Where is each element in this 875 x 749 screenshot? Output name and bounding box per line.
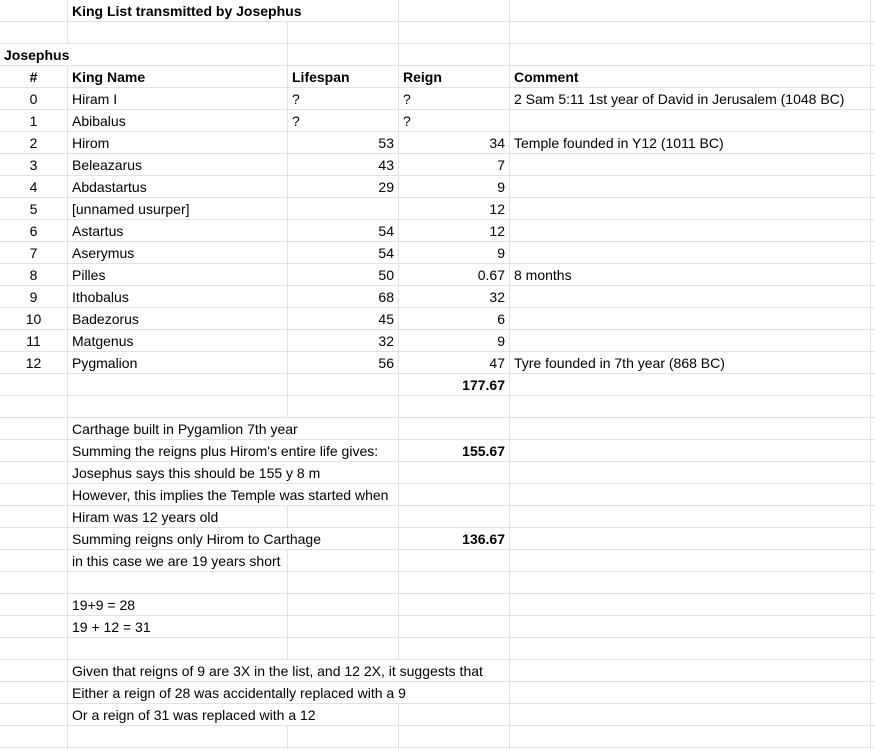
cell-b11[interactable]: Astartus: [68, 220, 288, 242]
sheet-row: [0, 132, 875, 154]
sheet-row: [0, 440, 875, 462]
empty-cell[interactable]: [871, 242, 875, 264]
cell-a10[interactable]: 5: [0, 198, 68, 220]
cell-b31[interactable]: Given that reigns of 9 are 3X in the list, and 12 2X, it suggests that: [68, 660, 510, 682]
empty-cell[interactable]: [68, 572, 288, 594]
empty-cell[interactable]: [871, 44, 875, 66]
empty-cell[interactable]: [0, 506, 68, 528]
empty-cell[interactable]: [0, 682, 68, 704]
empty-cell[interactable]: [0, 440, 68, 462]
empty-cell[interactable]: [399, 616, 510, 638]
empty-cell[interactable]: [0, 594, 68, 616]
cell-e5[interactable]: 2 Sam 5:11 1st year of David in Jerusalem (1048 BC): [510, 88, 871, 110]
sheet-row: [0, 506, 875, 528]
empty-cell[interactable]: [871, 0, 875, 22]
empty-cell[interactable]: [399, 704, 510, 726]
cell-b4[interactable]: King Name: [68, 66, 288, 88]
sheet-row: [0, 616, 875, 638]
empty-cell[interactable]: [288, 374, 399, 396]
empty-cell[interactable]: [871, 396, 875, 418]
sheet-row: [0, 638, 875, 660]
empty-cell[interactable]: [510, 154, 871, 176]
empty-cell[interactable]: [0, 528, 68, 550]
empty-cell[interactable]: [0, 572, 68, 594]
empty-cell[interactable]: [0, 550, 68, 572]
empty-cell[interactable]: [510, 198, 871, 220]
cell-a6[interactable]: 1: [0, 110, 68, 132]
empty-cell[interactable]: [510, 660, 871, 682]
cell-e13[interactable]: 8 months: [510, 264, 871, 286]
empty-cell[interactable]: [510, 0, 871, 22]
cell-e17[interactable]: Tyre founded in 7th year (868 BC): [510, 352, 871, 374]
empty-cell[interactable]: [510, 550, 871, 572]
empty-cell[interactable]: [399, 550, 510, 572]
empty-cell[interactable]: [399, 462, 510, 484]
cell-d16[interactable]: 9: [399, 330, 510, 352]
empty-cell[interactable]: [68, 22, 288, 44]
cell-b21[interactable]: Summing the reigns plus Hirom's entire life gives:: [68, 440, 399, 462]
sheet-row: [0, 198, 875, 220]
cell-d10[interactable]: 12: [399, 198, 510, 220]
cell-b5[interactable]: Hiram I: [68, 88, 288, 110]
empty-cell[interactable]: [871, 572, 875, 594]
empty-cell[interactable]: [871, 506, 875, 528]
empty-cell[interactable]: [510, 616, 871, 638]
cell-b33[interactable]: Or a reign of 31 was replaced with a 12: [68, 704, 399, 726]
sheet-row: [0, 330, 875, 352]
empty-cell[interactable]: [871, 308, 875, 330]
cell-d25[interactable]: 136.67: [399, 528, 510, 550]
empty-cell[interactable]: [0, 0, 68, 22]
empty-cell[interactable]: [510, 22, 871, 44]
empty-cell[interactable]: [510, 418, 871, 440]
cell-b17[interactable]: Pygmalion: [68, 352, 288, 374]
cell-b22[interactable]: Josephus says this should be 155 y 8 m: [68, 462, 399, 484]
cell-a7[interactable]: 2: [0, 132, 68, 154]
empty-cell[interactable]: [871, 110, 875, 132]
cell-b23[interactable]: However, this implies the Temple was started when: [68, 484, 399, 506]
empty-cell[interactable]: [399, 638, 510, 660]
cell-b12[interactable]: Aserymus: [68, 242, 288, 264]
cell-b20[interactable]: Carthage built in Pygamlion 7th year: [68, 418, 399, 440]
cell-c9[interactable]: 29: [288, 176, 399, 198]
empty-cell[interactable]: [510, 242, 871, 264]
empty-cell[interactable]: [288, 616, 399, 638]
empty-cell[interactable]: [871, 682, 875, 704]
empty-cell[interactable]: [871, 726, 875, 748]
empty-cell[interactable]: [68, 396, 288, 418]
cell-d9[interactable]: 9: [399, 176, 510, 198]
cell-a14[interactable]: 9: [0, 286, 68, 308]
empty-cell[interactable]: [288, 550, 399, 572]
cell-d11[interactable]: 12: [399, 220, 510, 242]
cell-a13[interactable]: 8: [0, 264, 68, 286]
empty-cell[interactable]: [0, 396, 68, 418]
cell-d5[interactable]: ?: [399, 88, 510, 110]
sheet-row: [0, 484, 875, 506]
empty-cell[interactable]: [871, 176, 875, 198]
empty-cell[interactable]: [288, 198, 399, 220]
sheet-row: [0, 66, 875, 88]
empty-cell[interactable]: [510, 506, 871, 528]
cell-b6[interactable]: Abibalus: [68, 110, 288, 132]
cell-b7[interactable]: Hirom: [68, 132, 288, 154]
cell-b29[interactable]: 19 + 12 = 31: [68, 616, 288, 638]
empty-cell[interactable]: [0, 418, 68, 440]
empty-cell[interactable]: [510, 220, 871, 242]
cell-c7[interactable]: 53: [288, 132, 399, 154]
cell-a15[interactable]: 10: [0, 308, 68, 330]
empty-cell[interactable]: [510, 44, 871, 66]
cell-d7[interactable]: 34: [399, 132, 510, 154]
empty-cell[interactable]: [871, 418, 875, 440]
empty-cell[interactable]: [871, 352, 875, 374]
empty-cell[interactable]: [399, 506, 510, 528]
sheet-row: [0, 594, 875, 616]
cell-a16[interactable]: 11: [0, 330, 68, 352]
empty-cell[interactable]: [0, 22, 68, 44]
sheet-row: [0, 220, 875, 242]
sheet-row: [0, 22, 875, 44]
empty-cell[interactable]: [0, 462, 68, 484]
empty-cell[interactable]: [871, 132, 875, 154]
empty-cell[interactable]: [68, 374, 288, 396]
sheet-row: [0, 176, 875, 198]
cell-b28[interactable]: 19+9 = 28: [68, 594, 288, 616]
empty-cell[interactable]: [68, 638, 288, 660]
empty-cell[interactable]: [510, 396, 871, 418]
empty-cell[interactable]: [399, 572, 510, 594]
sheet-row: [0, 726, 875, 748]
empty-cell[interactable]: [0, 726, 68, 748]
cell-c5[interactable]: ?: [288, 88, 399, 110]
sheet-row: [0, 660, 875, 682]
cell-c17[interactable]: 56: [288, 352, 399, 374]
cell-d15[interactable]: 6: [399, 308, 510, 330]
empty-cell[interactable]: [510, 638, 871, 660]
cell-d8[interactable]: 7: [399, 154, 510, 176]
cell-d17[interactable]: 47: [399, 352, 510, 374]
sheet-row: [0, 462, 875, 484]
sheet-row: [0, 286, 875, 308]
empty-cell[interactable]: [510, 176, 871, 198]
cell-c15[interactable]: 45: [288, 308, 399, 330]
empty-cell[interactable]: [871, 220, 875, 242]
sheet-row: [0, 242, 875, 264]
cell-b10[interactable]: [unnamed usurper]: [68, 198, 288, 220]
empty-cell[interactable]: [871, 594, 875, 616]
empty-cell[interactable]: [399, 726, 510, 748]
cell-b13[interactable]: Pilles: [68, 264, 288, 286]
empty-cell[interactable]: [399, 22, 510, 44]
empty-cell[interactable]: [871, 330, 875, 352]
sheet-row: [0, 550, 875, 572]
cell-c8[interactable]: 43: [288, 154, 399, 176]
empty-cell[interactable]: [399, 44, 510, 66]
empty-cell[interactable]: [871, 440, 875, 462]
empty-cell[interactable]: [0, 660, 68, 682]
sheet-row: [0, 308, 875, 330]
sheet-row: [0, 352, 875, 374]
cell-b1[interactable]: King List transmitted by Josephus: [68, 0, 399, 22]
cell-b8[interactable]: Beleazarus: [68, 154, 288, 176]
empty-cell[interactable]: [510, 726, 871, 748]
cell-e4[interactable]: Comment: [510, 66, 871, 88]
empty-cell[interactable]: [510, 308, 871, 330]
empty-cell[interactable]: [399, 594, 510, 616]
empty-cell[interactable]: [510, 440, 871, 462]
cell-c13[interactable]: 50: [288, 264, 399, 286]
empty-cell[interactable]: [399, 0, 510, 22]
cell-c14[interactable]: 68: [288, 286, 399, 308]
empty-cell[interactable]: [510, 330, 871, 352]
sheet-row: [0, 418, 875, 440]
empty-cell[interactable]: [871, 286, 875, 308]
cell-d18[interactable]: 177.67: [399, 374, 510, 396]
empty-cell[interactable]: [871, 66, 875, 88]
sheet-row: [0, 682, 875, 704]
empty-cell[interactable]: [871, 704, 875, 726]
cell-d6[interactable]: ?: [399, 110, 510, 132]
sheet-row: [0, 88, 875, 110]
cell-b24[interactable]: Hiram was 12 years old: [68, 506, 288, 528]
empty-cell[interactable]: [399, 484, 510, 506]
empty-cell[interactable]: [0, 704, 68, 726]
empty-cell[interactable]: [871, 462, 875, 484]
cell-d4[interactable]: Reign: [399, 66, 510, 88]
cell-b26[interactable]: in this case we are 19 years short: [68, 550, 288, 572]
empty-cell[interactable]: [399, 418, 510, 440]
empty-cell[interactable]: [871, 638, 875, 660]
empty-cell[interactable]: [871, 198, 875, 220]
empty-cell[interactable]: [510, 374, 871, 396]
cell-e7[interactable]: Temple founded in Y12 (1011 BC): [510, 132, 871, 154]
cell-c11[interactable]: 54: [288, 220, 399, 242]
empty-cell[interactable]: [510, 484, 871, 506]
sheet-row: [0, 110, 875, 132]
empty-cell[interactable]: [871, 264, 875, 286]
sheet-row: [0, 704, 875, 726]
empty-cell[interactable]: [510, 462, 871, 484]
cell-a3[interactable]: Josephus: [0, 44, 288, 66]
cell-a17[interactable]: 12: [0, 352, 68, 374]
sheet-row: [0, 264, 875, 286]
empty-cell[interactable]: [871, 550, 875, 572]
empty-cell[interactable]: [288, 506, 399, 528]
empty-cell[interactable]: [510, 572, 871, 594]
cell-a9[interactable]: 4: [0, 176, 68, 198]
empty-cell[interactable]: [0, 616, 68, 638]
cell-b16[interactable]: Matgenus: [68, 330, 288, 352]
empty-cell[interactable]: [288, 572, 399, 594]
empty-cell[interactable]: [510, 682, 871, 704]
cell-b25[interactable]: Summing reigns only Hirom to Carthage: [68, 528, 399, 550]
cell-a5[interactable]: 0: [0, 88, 68, 110]
empty-cell[interactable]: [510, 594, 871, 616]
cell-d12[interactable]: 9: [399, 242, 510, 264]
cell-c12[interactable]: 54: [288, 242, 399, 264]
empty-cell[interactable]: [288, 22, 399, 44]
empty-cell[interactable]: [0, 484, 68, 506]
empty-cell[interactable]: [510, 286, 871, 308]
sheet-row: [0, 528, 875, 550]
cell-a12[interactable]: 7: [0, 242, 68, 264]
cell-b15[interactable]: Badezorus: [68, 308, 288, 330]
cell-a8[interactable]: 3: [0, 154, 68, 176]
sheet-row: [0, 154, 875, 176]
cell-a11[interactable]: 6: [0, 220, 68, 242]
cell-b9[interactable]: Abdastartus: [68, 176, 288, 198]
cell-b14[interactable]: Ithobalus: [68, 286, 288, 308]
empty-cell[interactable]: [510, 528, 871, 550]
empty-cell[interactable]: [288, 594, 399, 616]
cell-a4[interactable]: #: [0, 66, 68, 88]
cell-c4[interactable]: Lifespan: [288, 66, 399, 88]
empty-cell[interactable]: [288, 396, 399, 418]
cell-b32[interactable]: Either a reign of 28 was accidentally replaced with a 9: [68, 682, 510, 704]
sheet-row: [0, 0, 875, 22]
empty-cell[interactable]: [288, 44, 399, 66]
cell-d21[interactable]: 155.67: [399, 440, 510, 462]
empty-cell[interactable]: [871, 660, 875, 682]
empty-cell[interactable]: [871, 484, 875, 506]
cell-c16[interactable]: 32: [288, 330, 399, 352]
sheet-row: [0, 572, 875, 594]
empty-cell[interactable]: [871, 88, 875, 110]
empty-cell[interactable]: [288, 638, 399, 660]
empty-cell[interactable]: [871, 616, 875, 638]
sheet-row: [0, 44, 875, 66]
empty-cell[interactable]: [399, 396, 510, 418]
cell-c6[interactable]: ?: [288, 110, 399, 132]
empty-cell[interactable]: [510, 704, 871, 726]
cell-d14[interactable]: 32: [399, 286, 510, 308]
empty-cell[interactable]: [0, 374, 68, 396]
empty-cell[interactable]: [871, 22, 875, 44]
sheet-row: [0, 396, 875, 418]
empty-cell[interactable]: [68, 726, 288, 748]
empty-cell[interactable]: [0, 638, 68, 660]
empty-cell[interactable]: [871, 374, 875, 396]
empty-cell[interactable]: [871, 528, 875, 550]
empty-cell[interactable]: [510, 110, 871, 132]
cell-d13[interactable]: 0.67: [399, 264, 510, 286]
empty-cell[interactable]: [288, 726, 399, 748]
empty-cell[interactable]: [871, 154, 875, 176]
sheet-row: [0, 374, 875, 396]
